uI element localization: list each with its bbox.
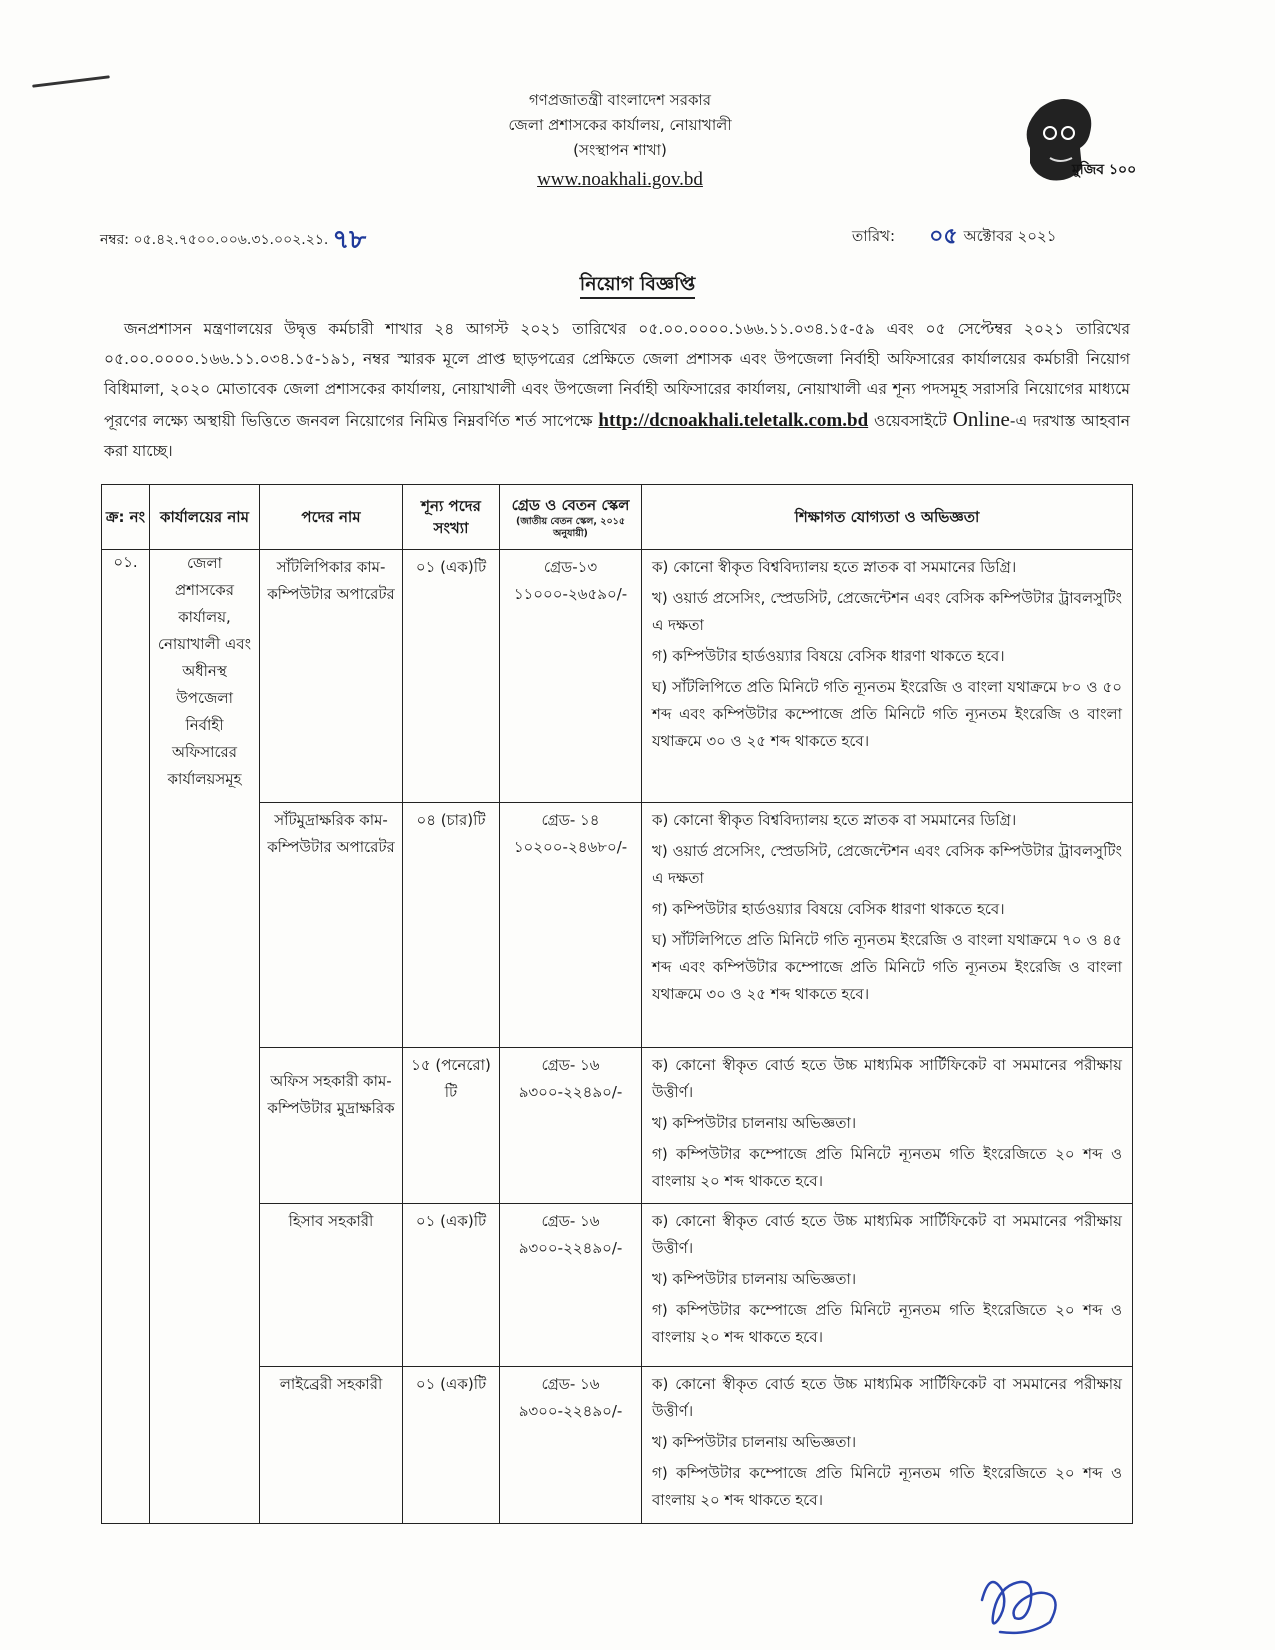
signature xyxy=(960,1560,1070,1638)
memo-number xyxy=(100,219,366,263)
date-month-year: অক্টোবর ২০২১ xyxy=(963,227,1057,245)
post-name: হিসাব সহকারী xyxy=(260,1204,403,1367)
col-header-vacancy: শূন্য পদের সংখ্যা xyxy=(403,485,500,550)
qualification-item: গ) কম্পিউটার কম্পোজে প্রতি মিনিটে ন্যূনতম গতি ইংরেজিতে ২০ শব্দ ও বাংলায় ২০ শব্দ থাকতে হবে। xyxy=(652,1145,1122,1190)
col-header-post: পদের নাম xyxy=(260,485,403,550)
serial-cell: ০১. xyxy=(102,550,150,1524)
qualification-cell xyxy=(642,1367,1133,1524)
office-name: জেলা প্রশাসকের কার্যালয়, নোয়াখালী xyxy=(508,116,732,134)
letterhead xyxy=(380,88,860,192)
col-header-serial: ক্র: নং xyxy=(102,485,150,550)
government-name: গণপ্রজাতন্ত্রী বাংলাদেশ সরকার xyxy=(528,91,712,109)
post-name: অফিস সহকারী কাম-কম্পিউটার মুদ্রাক্ষরিক xyxy=(260,1048,403,1204)
vacancy-count: ০৪ (চার)টি xyxy=(403,803,500,1048)
vacancy-count: ০১ (এক)টি xyxy=(403,550,500,803)
vacancy-count: ১৫ (পনেরো) টি xyxy=(403,1048,500,1204)
vacancy-count: ০১ (এক)টি xyxy=(403,1367,500,1524)
qualification-item: ক) কোনো স্বীকৃত বোর্ড হতে উচ্চ মাধ্যমিক সার্টিফিকেট বা সমমানের পরীক্ষায় উত্তীর্ণ। xyxy=(652,1375,1122,1420)
notice-date xyxy=(852,219,1056,256)
notice-title: নিয়োগ বিজ্ঞপ্তি xyxy=(0,270,1275,302)
grade-scale: গ্রেড- ১৬ ৯৩০০-২২৪৯০/- xyxy=(500,1048,642,1204)
table-header-row xyxy=(102,485,1133,550)
post-name: সাঁটমুদ্রাক্ষরিক কাম-কম্পিউটার অপারেটর xyxy=(260,803,403,1048)
qualification-item: ক) কোনো স্বীকৃত বোর্ড হতে উচ্চ মাধ্যমিক সার্টিফিকেট বা সমমানের পরীক্ষায় উত্তীর্ণ। xyxy=(652,1212,1122,1257)
col-header-qualification: শিক্ষাগত যোগ্যতা ও অভিজ্ঞতা xyxy=(642,485,1133,550)
intro-text: জনপ্রশাসন মন্ত্রণালয়ের উদ্বৃত্ত কর্মচারী শাখার ২৪ আগস্ট ২০২১ তারিখের ০৫.০০.০০০০.১৬৬.১১.০৩৪.১৫-৫৯ এবং ০৫ সেপ্টেম্বর ২০২১ তারিখের ০৫.০০.০০০০.১৬৬.১১.০৩৪.১৫-১৯১, নম্বর স্মারক মূলে প্রাপ্ত ছাড়পত্রের প্রেক্ষিতে জেলা প্রশাসক এবং উপজেলা নির্বাহী অফিসারের কার্যালয়ের কর্মচারী নিয়োগ বিধিমালা, ২০২০ মোতাবেক জেলা প্রশাসকের কার্যালয়, নোয়াখালী এবং উপজেলা নির্বাহী অফিসারের কার্যালয়, নোয়াখালী এর শূন্য পদসমূহ সরাসরি নিয়োগের মাধ্যমে পূরণের লক্ষ্যে অস্থায়ী ভিত্তিতে জনবল নিয়োগের নিমিত্ত নিম্নবর্ণিত শর্ত সাপেক্ষে xyxy=(104,320,1130,430)
application-url[interactable]: http://dcnoakhali.teletalk.com.bd xyxy=(598,410,869,431)
date-label: তারিখ: xyxy=(852,227,896,245)
intro-paragraph xyxy=(104,314,1130,466)
grade-scale: গ্রেড- ১৬ ৯৩০০-২২৪৯০/- xyxy=(500,1367,642,1524)
qualification-item: ঘ) সাঁটলিপিতে প্রতি মিনিটে গতি ন্যূনতম ইংরেজি ও বাংলা যথাক্রমে ৭০ ও ৪৫ শব্দ এবং কম্পিউটার কম্পোজে প্রতি মিনিটে গতি ন্যূনতম ইংরেজি ও বাংলা যথাক্রমে ৩০ ও ২৫ শব্দ থাকতে হবে। xyxy=(652,931,1122,1003)
col-header-grade: গ্রেড ও বেতন স্কেল (জাতীয় বেতন স্কেল, ২০১৫ অনুযায়ী) xyxy=(500,485,642,550)
office-cell: জেলা প্রশাসকের কার্যালয়, নোয়াখালী এবং অধীনস্থ উপজেলা নির্বাহী অফিসারের কার্যালয়সমূহ xyxy=(150,550,260,1524)
qualification-item: ক) কোনো স্বীকৃত বিশ্ববিদ্যালয় হতে স্নাতক বা সমমানের ডিগ্রি। xyxy=(652,558,1017,576)
intro-ending: -এ দরখাস্ত আহবান করা যাচ্ছে। xyxy=(104,412,1131,460)
memo-label: নম্বর: ০৫.৪২.৭৫০০.০০৬.৩১.০০২.২১. xyxy=(100,232,329,248)
vacancy-count: ০১ (এক)টি xyxy=(403,1204,500,1367)
mujib-100-logo xyxy=(1010,88,1137,186)
post-name: সাঁটলিপিকার কাম-কম্পিউটার অপারেটর xyxy=(260,550,403,803)
qualification-item: ঘ) সাঁটলিপিতে প্রতি মিনিটে গতি ন্যূনতম ইংরেজি ও বাংলা যথাক্রমে ৮০ ও ৫০ শব্দ এবং কম্পিউটার কম্পোজে প্রতি মিনিটে গতি ন্যূনতম ইংরেজি ও বাংলা যথাক্রমে ৩০ ও ২৫ শব্দ থাকতে হবে। xyxy=(652,678,1122,750)
qualification-cell xyxy=(642,803,1133,1048)
col-header-office: কার্যালয়ের নাম xyxy=(150,485,260,550)
qualification-item: খ) কম্পিউটার চালনায় অভিজ্ঞতা। xyxy=(652,1114,857,1132)
logo-caption: মুজিব ১০০ xyxy=(1072,162,1137,178)
qualification-item: খ) কম্পিউটার চালনায় অভিজ্ঞতা। xyxy=(652,1433,857,1451)
col-header-grade-sub: (জাতীয় বেতন স্কেল, ২০১৫ অনুযায়ী) xyxy=(516,516,625,539)
qualification-item: খ) কম্পিউটার চালনায় অভিজ্ঞতা। xyxy=(652,1270,857,1288)
vacancy-table xyxy=(101,484,1133,1524)
qualification-cell xyxy=(642,550,1133,803)
post-name: লাইব্রেরী সহকারী xyxy=(260,1367,403,1524)
qualification-item: খ) ওয়ার্ড প্রসেসিং, স্প্রেডসিট, প্রেজেন্টেশন এবং বেসিক কম্পিউটার ট্রাবলসুটিং এ দক্ষতা xyxy=(652,589,1122,634)
qualification-item: গ) কম্পিউটার হার্ডওয়্যার বিষয়ে বেসিক ধারণা থাকতে হবে। xyxy=(652,647,1005,665)
qualification-item: খ) ওয়ার্ড প্রসেসিং, স্প্রেডসিট, প্রেজেন্টেশন এবং বেসিক কম্পিউটার ট্রাবলসুটিং এ দক্ষতা xyxy=(652,842,1122,887)
grade-scale: গ্রেড-১৩ ১১০০০-২৬৫৯০/- xyxy=(500,550,642,803)
scan-mark xyxy=(32,75,110,87)
website-link[interactable]: www.noakhali.gov.bd xyxy=(537,169,703,190)
table-row xyxy=(102,550,1133,803)
qualification-cell xyxy=(642,1048,1133,1204)
grade-scale: গ্রেড- ১৬ ৯৩০০-২২৪৯০/- xyxy=(500,1204,642,1367)
qualification-item: ক) কোনো স্বীকৃত বোর্ড হতে উচ্চ মাধ্যমিক সার্টিফিকেট বা সমমানের পরীক্ষায় উত্তীর্ণ। xyxy=(652,1056,1122,1101)
qualification-cell xyxy=(642,1204,1133,1367)
online-word: Online xyxy=(952,407,1010,431)
date-day-handwritten: ০৫ xyxy=(929,224,958,249)
qualification-item: গ) কম্পিউটার কম্পোজে প্রতি মিনিটে ন্যূনতম গতি ইংরেজিতে ২০ শব্দ ও বাংলায় ২০ শব্দ থাকতে হবে। xyxy=(652,1301,1122,1346)
intro-after-url: ওয়েবসাইটে xyxy=(868,412,953,430)
grade-scale: গ্রেড- ১৪ ১০২০০-২৪৬৮০/- xyxy=(500,803,642,1048)
qualification-item: ক) কোনো স্বীকৃত বিশ্ববিদ্যালয় হতে স্নাতক বা সমমানের ডিগ্রি। xyxy=(652,811,1017,829)
section-name: (সংস্থাপন শাখা) xyxy=(573,141,667,159)
qualification-item: গ) কম্পিউটার হার্ডওয়্যার বিষয়ে বেসিক ধারণা থাকতে হবে। xyxy=(652,900,1005,918)
memo-handwritten: ৭৮ xyxy=(332,224,367,254)
qualification-item: গ) কম্পিউটার কম্পোজে প্রতি মিনিটে ন্যূনতম গতি ইংরেজিতে ২০ শব্দ ও বাংলায় ২০ শব্দ থাকতে হবে। xyxy=(652,1464,1122,1509)
